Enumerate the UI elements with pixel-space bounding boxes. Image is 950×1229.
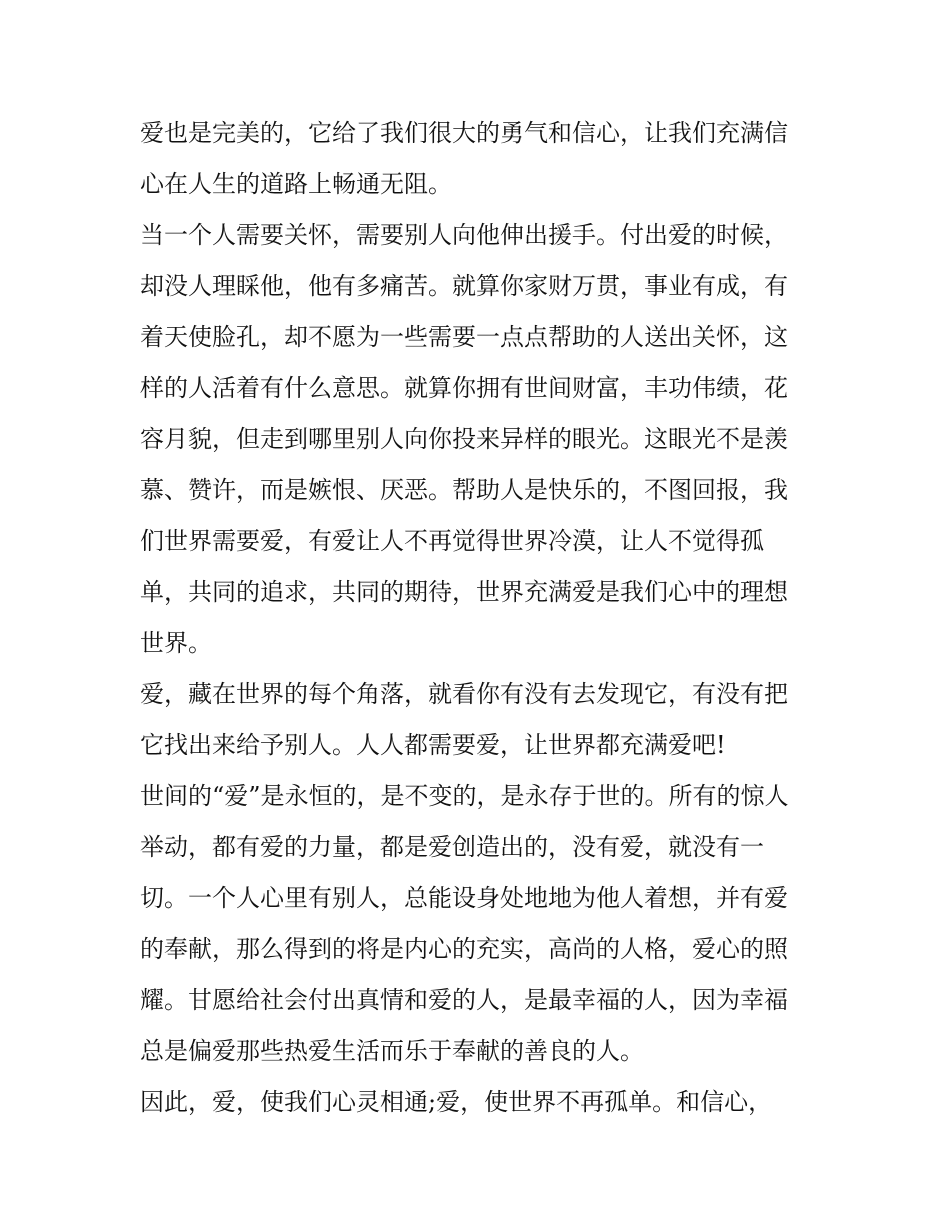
text-line: 单，共同的追求，共同的期待，世界充满爱是我们心中的理想: [140, 578, 788, 606]
text-line: 慕、赞许，而是嫉恨、厌恶。帮助人是快乐的，不图回报，我: [140, 476, 788, 504]
text-line: 着天使脸孔，却不愿为一些需要一点点帮助的人送出关怀，这: [140, 323, 788, 351]
text-line: 们世界需要爱，有爱让人不再觉得世界冷漠，让人不觉得孤: [140, 527, 764, 555]
text-line: 却没人理睬他，他有多痛苦。就算你家财万贯，事业有成，有: [140, 272, 788, 300]
text-line: 切。一个人心里有别人，总能设身处地地为他人着想，并有爱: [140, 884, 788, 912]
text-line: 容月貌，但走到哪里别人向你投来异样的眼光。这眼光不是羡: [140, 425, 788, 453]
text-line: 世界。: [140, 629, 212, 657]
text-line: 心在人生的道路上畅通无阻。: [140, 170, 452, 198]
text-line: 世间的“爱”是永恒的，是不变的，是永存于世的。所有的惊人: [140, 782, 789, 810]
text-line: 样的人活着有什么意思。就算你拥有世间财富，丰功伟绩，花: [140, 374, 788, 402]
text-line: 耀。甘愿给社会付出真情和爱的人，是最幸福的人，因为幸福: [140, 986, 788, 1014]
text-line: 当一个人需要关怀，需要别人向他伸出援手。付出爱的时候，: [140, 221, 788, 249]
text-line: 爱，藏在世界的每个角落，就看你有没有去发现它，有没有把: [140, 680, 788, 708]
document-body: [140, 108, 812, 1128]
text-line: 的奉献，那么得到的将是内心的充实，高尚的人格，爱心的照: [140, 935, 788, 963]
text-line: 举动，都有爱的力量，都是爱创造出的，没有爱，就没有一: [140, 833, 764, 861]
text-line: 它找出来给予别人。人人都需要爱，让世界都充满爱吧!: [140, 731, 726, 759]
text-line: 总是偏爱那些热爱生活而乐于奉献的善良的人。: [140, 1037, 644, 1065]
text-line: 因此，爱，使我们心灵相通;爱，使世界不再孤单。和信心，: [140, 1088, 773, 1116]
text-line: 爱也是完美的，它给了我们很大的勇气和信心，让我们充满信: [140, 119, 788, 147]
